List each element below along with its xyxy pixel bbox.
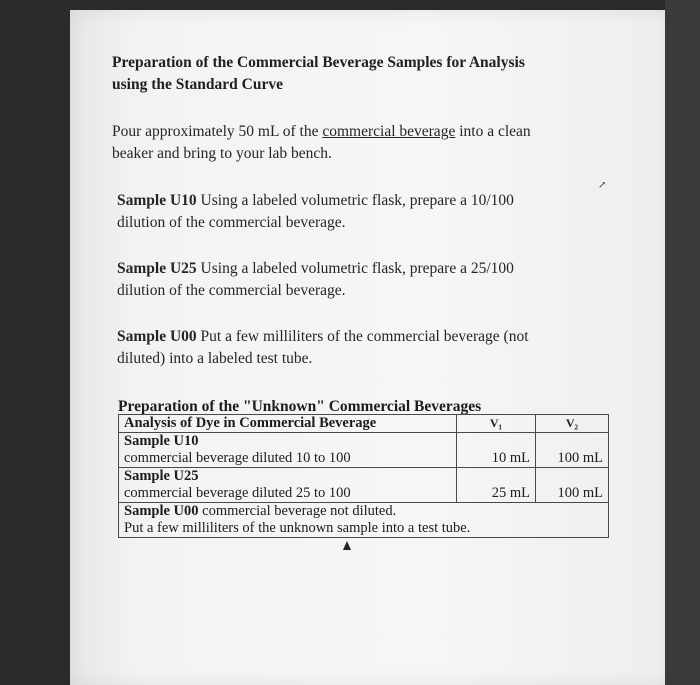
- photo-edge: [665, 0, 700, 685]
- row-u00-cell: [119, 503, 609, 538]
- row-u25-v2: 100 mL: [536, 468, 609, 503]
- row-u00-title: Sample U00: [124, 503, 199, 519]
- row-u00-title-rest: commercial beverage not diluted.: [198, 503, 397, 519]
- row-u25-cell: [119, 468, 457, 503]
- sample-u10-paragraph: [117, 190, 597, 234]
- intro-paragraph: [112, 121, 592, 165]
- table-header-row: [119, 415, 609, 433]
- sample-u10-label: Sample U10: [117, 192, 197, 209]
- sample-u00-text: Put a few milliliters of the commercial beverage (not: [196, 328, 529, 345]
- header-analysis: Analysis of Dye in Commercial Beverage: [119, 415, 457, 433]
- row-u10-v1: 10 mL: [457, 433, 536, 468]
- intro-text-before: Pour approximately 50 mL of the: [112, 123, 323, 140]
- sample-u25-label: Sample U25: [117, 260, 197, 277]
- title-line-2: using the Standard Curve: [112, 76, 283, 93]
- mouse-cursor-icon: [343, 541, 351, 550]
- sample-u00-line-1: [117, 326, 597, 348]
- header-v1: V₁: [457, 415, 536, 433]
- row-u25-v1: 25 mL: [457, 468, 536, 503]
- title-line-1: Preparation of the Commercial Beverage Samples for Analysis: [112, 54, 525, 71]
- sample-u00-paragraph: [117, 326, 597, 370]
- sample-u10-line-1: [117, 190, 597, 212]
- page-title: [112, 52, 592, 96]
- row-u10-desc: commercial beverage diluted 10 to 100: [124, 450, 351, 466]
- row-u00-line-1: [124, 503, 603, 520]
- unknown-beverages-table: [118, 414, 609, 538]
- table-row: [119, 433, 609, 468]
- row-u25-desc: commercial beverage diluted 25 to 100: [124, 485, 351, 501]
- table-caption: Preparation of the "Unknown" Commercial Beverages: [118, 398, 482, 415]
- stray-mark: ↗: [598, 180, 607, 191]
- row-u10-v2: 100 mL: [536, 433, 609, 468]
- table-row: [119, 503, 609, 538]
- sample-u25-line-2: dilution of the commercial beverage.: [117, 282, 346, 299]
- row-u10-title: Sample U10: [124, 433, 199, 449]
- sample-u00-label: Sample U00: [117, 328, 197, 345]
- header-v2: V₂: [536, 415, 609, 433]
- sample-u10-text: Using a labeled volumetric flask, prepare a 10/100: [196, 192, 514, 209]
- intro-line-2: beaker and bring to your lab bench.: [112, 145, 332, 162]
- sample-u25-text: Using a labeled volumetric flask, prepare a 25/100: [196, 260, 514, 277]
- intro-line-1: [112, 121, 592, 143]
- row-u10-cell: [119, 433, 457, 468]
- row-u25-title: Sample U25: [124, 468, 199, 484]
- intro-underlined-term: commercial beverage: [322, 123, 456, 140]
- table-row: [119, 468, 609, 503]
- sample-u00-line-2: diluted) into a labeled test tube.: [117, 350, 313, 367]
- sample-u10-line-2: dilution of the commercial beverage.: [117, 214, 346, 231]
- sample-u25-line-1: [117, 258, 597, 280]
- row-u00-line-2: Put a few milliliters of the unknown sample into a test tube.: [124, 520, 471, 536]
- intro-text-after: into a clean: [455, 123, 531, 140]
- sample-u25-paragraph: [117, 258, 597, 302]
